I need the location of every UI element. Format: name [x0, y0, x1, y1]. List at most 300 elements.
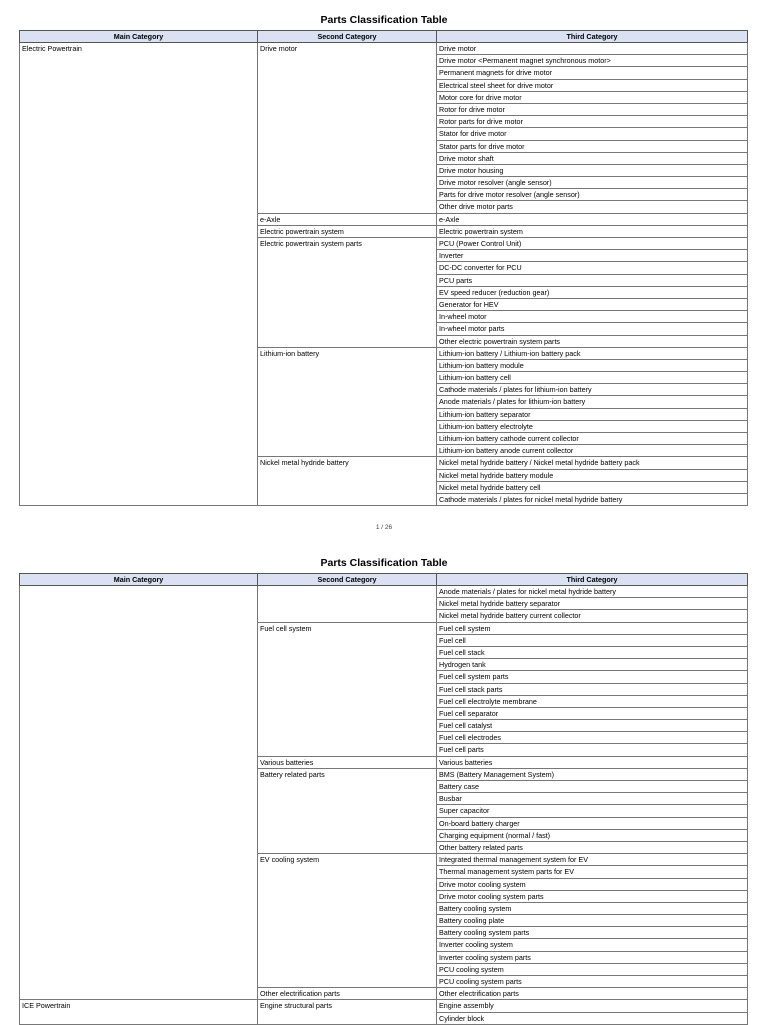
- table-row: [20, 152, 748, 164]
- main-category-cell: [20, 67, 258, 79]
- main-category-cell: [20, 866, 258, 878]
- main-category-cell: [20, 720, 258, 732]
- third-category-cell: Drive motor <Permanent magnet synchronous motor>: [437, 55, 748, 67]
- second-category-cell: [258, 103, 437, 115]
- second-category-cell: [258, 298, 437, 310]
- table-row: [20, 116, 748, 128]
- main-category-cell: [20, 683, 258, 695]
- second-category-cell: [258, 598, 437, 610]
- third-category-cell: Lithium-ion battery / Lithium-ion battery pack: [437, 347, 748, 359]
- second-category-cell: e-Axle: [258, 213, 437, 225]
- main-category-cell: [20, 768, 258, 780]
- second-category-cell: [258, 878, 437, 890]
- second-category-cell: [258, 659, 437, 671]
- second-category-cell: [258, 201, 437, 213]
- third-category-cell: Electrical steel sheet for drive motor: [437, 79, 748, 91]
- second-category-cell: [258, 189, 437, 201]
- third-category-cell: Drive motor shaft: [437, 152, 748, 164]
- header-third-category: Third Category: [437, 574, 748, 586]
- main-category-cell: [20, 988, 258, 1000]
- table-row: [20, 1012, 748, 1024]
- main-category-cell: [20, 854, 258, 866]
- third-category-cell: Integrated thermal management system for EV: [437, 854, 748, 866]
- main-category-cell: [20, 189, 258, 201]
- table-row: [20, 963, 748, 975]
- table-row: [20, 951, 748, 963]
- third-category-cell: Other battery related parts: [437, 841, 748, 853]
- second-category-cell: [258, 915, 437, 927]
- third-category-cell: Other electric powertrain system parts: [437, 335, 748, 347]
- main-category-cell: [20, 817, 258, 829]
- second-category-cell: Other electrification parts: [258, 988, 437, 1000]
- second-category-cell: [258, 152, 437, 164]
- second-category-cell: [258, 744, 437, 756]
- third-category-cell: Anode materials / plates for nickel metal hydride battery: [437, 586, 748, 598]
- third-category-cell: Various batteries: [437, 756, 748, 768]
- table-row: [20, 384, 748, 396]
- second-category-cell: [258, 274, 437, 286]
- main-category-cell: [20, 384, 258, 396]
- main-category-cell: [20, 939, 258, 951]
- third-category-cell: Fuel cell electrodes: [437, 732, 748, 744]
- second-category-cell: [258, 841, 437, 853]
- main-category-cell: [20, 420, 258, 432]
- third-category-cell: BMS (Battery Management System): [437, 768, 748, 780]
- main-category-cell: [20, 128, 258, 140]
- third-category-cell: Engine assembly: [437, 1000, 748, 1012]
- main-category-cell: [20, 659, 258, 671]
- main-category-cell: [20, 140, 258, 152]
- third-category-cell: Rotor parts for drive motor: [437, 116, 748, 128]
- second-category-cell: [258, 408, 437, 420]
- second-category-cell: [258, 829, 437, 841]
- third-category-cell: Permanent magnets for drive motor: [437, 67, 748, 79]
- table-row: [20, 988, 748, 1000]
- main-category-cell: [20, 744, 258, 756]
- second-category-cell: [258, 164, 437, 176]
- table-row: [20, 939, 748, 951]
- third-category-cell: Cathode materials / plates for lithium-ion battery: [437, 384, 748, 396]
- table-row: [20, 433, 748, 445]
- main-category-cell: [20, 103, 258, 115]
- third-category-cell: Stator parts for drive motor: [437, 140, 748, 152]
- table-row: [20, 469, 748, 481]
- main-category-cell: [20, 262, 258, 274]
- main-category-cell: [20, 481, 258, 493]
- table-row: [20, 189, 748, 201]
- main-category-cell: [20, 469, 258, 481]
- table-row: [20, 646, 748, 658]
- second-category-cell: [258, 951, 437, 963]
- main-category-cell: [20, 445, 258, 457]
- table-row: [20, 586, 748, 598]
- main-category-cell: [20, 433, 258, 445]
- table-row: [20, 250, 748, 262]
- third-category-cell: Battery cooling system: [437, 902, 748, 914]
- third-category-cell: Anode materials / plates for lithium-ion battery: [437, 396, 748, 408]
- third-category-cell: PCU parts: [437, 274, 748, 286]
- second-category-cell: [258, 140, 437, 152]
- table-row: [20, 634, 748, 646]
- third-category-cell: Fuel cell stack: [437, 646, 748, 658]
- main-category-cell: [20, 646, 258, 658]
- third-category-cell: Cathode materials / plates for nickel metal hydride battery: [437, 493, 748, 505]
- table-row: [20, 610, 748, 622]
- table-row: [20, 225, 748, 237]
- table-row: [20, 768, 748, 780]
- second-category-cell: [258, 250, 437, 262]
- third-category-cell: Battery case: [437, 781, 748, 793]
- table-row: [20, 311, 748, 323]
- main-category-cell: [20, 457, 258, 469]
- table-row: [20, 91, 748, 103]
- table-row: [20, 67, 748, 79]
- second-category-cell: [258, 469, 437, 481]
- third-category-cell: Nickel metal hydride battery cell: [437, 481, 748, 493]
- second-category-cell: [258, 805, 437, 817]
- second-category-cell: [258, 311, 437, 323]
- main-category-cell: [20, 311, 258, 323]
- table-row: [20, 128, 748, 140]
- third-category-cell: Motor core for drive motor: [437, 91, 748, 103]
- parts-table: [19, 573, 748, 1025]
- main-category-cell: [20, 963, 258, 975]
- main-category-cell: [20, 152, 258, 164]
- table-row: [20, 671, 748, 683]
- third-category-cell: Battery cooling plate: [437, 915, 748, 927]
- third-category-cell: PCU cooling system parts: [437, 976, 748, 988]
- third-category-cell: Rotor for drive motor: [437, 103, 748, 115]
- main-category-cell: [20, 298, 258, 310]
- main-category-cell: [20, 829, 258, 841]
- table-row: [20, 396, 748, 408]
- second-category-cell: Drive motor: [258, 43, 437, 55]
- table-row: [20, 177, 748, 189]
- main-category-cell: [20, 335, 258, 347]
- second-category-cell: Lithium-ion battery: [258, 347, 437, 359]
- main-category-cell: [20, 225, 258, 237]
- third-category-cell: Lithium-ion battery electrolyte: [437, 420, 748, 432]
- third-category-cell: Drive motor: [437, 43, 748, 55]
- header-main-category: Main Category: [20, 31, 258, 43]
- second-category-cell: [258, 976, 437, 988]
- main-category-cell: [20, 805, 258, 817]
- third-category-cell: Nickel metal hydride battery module: [437, 469, 748, 481]
- main-category-cell: [20, 396, 258, 408]
- table-row: [20, 262, 748, 274]
- third-category-cell: Stator for drive motor: [437, 128, 748, 140]
- third-category-cell: PCU (Power Control Unit): [437, 238, 748, 250]
- third-category-cell: Fuel cell system parts: [437, 671, 748, 683]
- third-category-cell: Drive motor cooling system parts: [437, 890, 748, 902]
- second-category-cell: [258, 671, 437, 683]
- third-category-cell: DC-DC converter for PCU: [437, 262, 748, 274]
- table-row: [20, 286, 748, 298]
- main-category-cell: [20, 1012, 258, 1024]
- table-row: [20, 213, 748, 225]
- page-title: Parts Classification Table: [320, 557, 448, 569]
- second-category-cell: Various batteries: [258, 756, 437, 768]
- main-category-cell: [20, 372, 258, 384]
- second-category-cell: Fuel cell system: [258, 622, 437, 634]
- second-category-cell: [258, 262, 437, 274]
- main-category-cell: [20, 164, 258, 176]
- third-category-cell: In-wheel motor parts: [437, 323, 748, 335]
- second-category-cell: [258, 445, 437, 457]
- third-category-cell: Other drive motor parts: [437, 201, 748, 213]
- second-category-cell: [258, 683, 437, 695]
- table-body: [20, 586, 748, 1025]
- second-category-cell: [258, 493, 437, 505]
- main-category-cell: [20, 79, 258, 91]
- table-row: [20, 493, 748, 505]
- table-header-row: [20, 574, 748, 586]
- second-category-cell: Engine structural parts: [258, 1000, 437, 1012]
- table-row: [20, 323, 748, 335]
- second-category-cell: [258, 890, 437, 902]
- third-category-cell: Inverter: [437, 250, 748, 262]
- second-category-cell: [258, 634, 437, 646]
- second-category-cell: [258, 335, 437, 347]
- main-category-cell: [20, 756, 258, 768]
- table-row: [20, 683, 748, 695]
- main-category-cell: [20, 707, 258, 719]
- main-category-cell: [20, 915, 258, 927]
- table-row: [20, 829, 748, 841]
- second-category-cell: [258, 323, 437, 335]
- table-row: [20, 732, 748, 744]
- main-category-cell: [20, 201, 258, 213]
- second-category-cell: Electric powertrain system parts: [258, 238, 437, 250]
- table-row: [20, 55, 748, 67]
- table-row: [20, 878, 748, 890]
- second-category-cell: [258, 116, 437, 128]
- main-category-cell: [20, 622, 258, 634]
- table-row: [20, 793, 748, 805]
- table-row: [20, 976, 748, 988]
- parts-table: [19, 30, 748, 506]
- second-category-cell: [258, 963, 437, 975]
- second-category-cell: [258, 927, 437, 939]
- main-category-cell: [20, 359, 258, 371]
- table-body: [20, 43, 748, 506]
- second-category-cell: [258, 91, 437, 103]
- main-category-cell: [20, 55, 258, 67]
- third-category-cell: Lithium-ion battery cell: [437, 372, 748, 384]
- third-category-cell: Lithium-ion battery anode current collector: [437, 445, 748, 457]
- main-category-cell: [20, 347, 258, 359]
- table-row: [20, 274, 748, 286]
- third-category-cell: Drive motor resolver (angle sensor): [437, 177, 748, 189]
- second-category-cell: [258, 384, 437, 396]
- table-row: [20, 744, 748, 756]
- third-category-cell: Thermal management system parts for EV: [437, 866, 748, 878]
- main-category-cell: [20, 493, 258, 505]
- main-category-cell: [20, 841, 258, 853]
- main-category-cell: [20, 213, 258, 225]
- table-row: [20, 902, 748, 914]
- third-category-cell: Inverter cooling system parts: [437, 951, 748, 963]
- table-row: [20, 372, 748, 384]
- table-row: [20, 927, 748, 939]
- table-row: [20, 79, 748, 91]
- table-row: [20, 457, 748, 469]
- table-header-row: [20, 31, 748, 43]
- table-row: [20, 445, 748, 457]
- second-category-cell: [258, 67, 437, 79]
- third-category-cell: Fuel cell: [437, 634, 748, 646]
- second-category-cell: [258, 707, 437, 719]
- third-category-cell: Nickel metal hydride battery / Nickel metal hydride battery pack: [437, 457, 748, 469]
- main-category-cell: Electric Powertrain: [20, 43, 258, 55]
- main-category-cell: [20, 286, 258, 298]
- second-category-cell: [258, 902, 437, 914]
- second-category-cell: [258, 817, 437, 829]
- second-category-cell: [258, 646, 437, 658]
- second-category-cell: [258, 359, 437, 371]
- third-category-cell: In-wheel motor: [437, 311, 748, 323]
- main-category-cell: [20, 890, 258, 902]
- header-third-category: Third Category: [437, 31, 748, 43]
- table-row: [20, 707, 748, 719]
- third-category-cell: Parts for drive motor resolver (angle sensor): [437, 189, 748, 201]
- page-number: 1 / 26: [375, 524, 393, 531]
- third-category-cell: Busbar: [437, 793, 748, 805]
- table-row: [20, 43, 748, 55]
- second-category-cell: [258, 481, 437, 493]
- third-category-cell: Battery cooling system parts: [437, 927, 748, 939]
- third-category-cell: Hydrogen tank: [437, 659, 748, 671]
- third-category-cell: Cylinder block: [437, 1012, 748, 1024]
- second-category-cell: Battery related parts: [258, 768, 437, 780]
- table-row: [20, 915, 748, 927]
- table-row: [20, 481, 748, 493]
- second-category-cell: [258, 286, 437, 298]
- second-category-cell: [258, 128, 437, 140]
- table-row: [20, 805, 748, 817]
- third-category-cell: Fuel cell parts: [437, 744, 748, 756]
- table-row: [20, 866, 748, 878]
- table-row: [20, 659, 748, 671]
- table-row: [20, 756, 748, 768]
- third-category-cell: e-Axle: [437, 213, 748, 225]
- second-category-cell: [258, 433, 437, 445]
- table-row: [20, 201, 748, 213]
- second-category-cell: [258, 939, 437, 951]
- third-category-cell: Lithium-ion battery cathode current collector: [437, 433, 748, 445]
- table-row: [20, 140, 748, 152]
- second-category-cell: [258, 781, 437, 793]
- third-category-cell: Super capacitor: [437, 805, 748, 817]
- third-category-cell: Charging equipment (normal / fast): [437, 829, 748, 841]
- header-second-category: Second Category: [258, 31, 437, 43]
- third-category-cell: Fuel cell system: [437, 622, 748, 634]
- second-category-cell: [258, 586, 437, 598]
- table-row: [20, 238, 748, 250]
- second-category-cell: [258, 79, 437, 91]
- table-row: [20, 695, 748, 707]
- table-row: [20, 841, 748, 853]
- second-category-cell: EV cooling system: [258, 854, 437, 866]
- second-category-cell: [258, 177, 437, 189]
- second-category-cell: Nickel metal hydride battery: [258, 457, 437, 469]
- main-category-cell: [20, 250, 258, 262]
- table-row: [20, 890, 748, 902]
- table-row: [20, 781, 748, 793]
- main-category-cell: [20, 323, 258, 335]
- second-category-cell: [258, 396, 437, 408]
- table-row: [20, 420, 748, 432]
- third-category-cell: Nickel metal hydride battery separator: [437, 598, 748, 610]
- main-category-cell: [20, 91, 258, 103]
- third-category-cell: PCU cooling system: [437, 963, 748, 975]
- main-category-cell: ICE Powertrain: [20, 1000, 258, 1012]
- third-category-cell: Other electrification parts: [437, 988, 748, 1000]
- table-row: [20, 103, 748, 115]
- table-row: [20, 720, 748, 732]
- main-category-cell: [20, 793, 258, 805]
- main-category-cell: [20, 902, 258, 914]
- second-category-cell: [258, 1012, 437, 1024]
- table-row: [20, 359, 748, 371]
- table-row: [20, 817, 748, 829]
- third-category-cell: On-board battery charger: [437, 817, 748, 829]
- second-category-cell: [258, 732, 437, 744]
- main-category-cell: [20, 976, 258, 988]
- table-row: [20, 1000, 748, 1012]
- second-category-cell: [258, 695, 437, 707]
- second-category-cell: [258, 866, 437, 878]
- third-category-cell: Electric powertrain system: [437, 225, 748, 237]
- table-row: [20, 598, 748, 610]
- third-category-cell: Fuel cell stack parts: [437, 683, 748, 695]
- main-category-cell: [20, 781, 258, 793]
- main-category-cell: [20, 927, 258, 939]
- second-category-cell: [258, 720, 437, 732]
- third-category-cell: Fuel cell catalyst: [437, 720, 748, 732]
- main-category-cell: [20, 598, 258, 610]
- second-category-cell: Electric powertrain system: [258, 225, 437, 237]
- third-category-cell: EV speed reducer (reduction gear): [437, 286, 748, 298]
- third-category-cell: Fuel cell electrolyte membrane: [437, 695, 748, 707]
- third-category-cell: Drive motor cooling system: [437, 878, 748, 890]
- main-category-cell: [20, 951, 258, 963]
- second-category-cell: [258, 55, 437, 67]
- table-row: [20, 347, 748, 359]
- table-row: [20, 854, 748, 866]
- third-category-cell: Generator for HEV: [437, 298, 748, 310]
- main-category-cell: [20, 634, 258, 646]
- second-category-cell: [258, 372, 437, 384]
- page-title: Parts Classification Table: [320, 14, 448, 26]
- header-main-category: Main Category: [20, 574, 258, 586]
- table-row: [20, 164, 748, 176]
- main-category-cell: [20, 732, 258, 744]
- third-category-cell: Nickel metal hydride battery current collector: [437, 610, 748, 622]
- header-second-category: Second Category: [258, 574, 437, 586]
- main-category-cell: [20, 177, 258, 189]
- table-row: [20, 335, 748, 347]
- third-category-cell: Fuel cell separator: [437, 707, 748, 719]
- table-row: [20, 622, 748, 634]
- third-category-cell: Drive motor housing: [437, 164, 748, 176]
- third-category-cell: Lithium-ion battery module: [437, 359, 748, 371]
- main-category-cell: [20, 238, 258, 250]
- main-category-cell: [20, 878, 258, 890]
- main-category-cell: [20, 274, 258, 286]
- second-category-cell: [258, 793, 437, 805]
- table-row: [20, 298, 748, 310]
